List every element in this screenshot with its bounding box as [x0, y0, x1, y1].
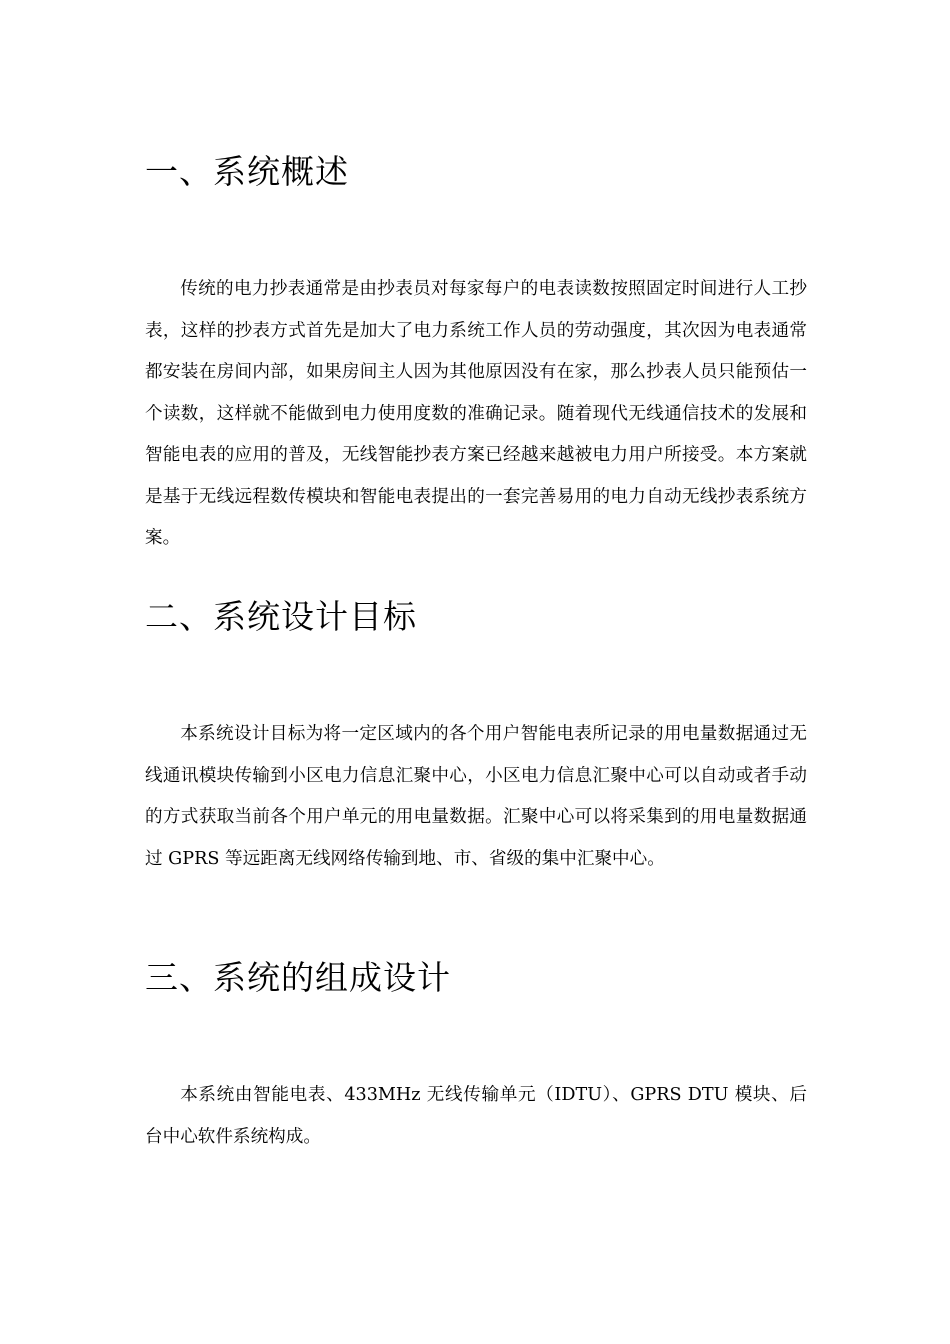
section-paragraph-composition: 本系统由智能电表、433MHz 无线传输单元（IDTU）、GPRS DTU 模块、后台中心软件系统构成。 [145, 1085, 807, 1147]
section-heading-overview: 一、系统概述 [145, 152, 349, 191]
section-paragraph-design-goals: 本系统设计目标为将一定区域内的各个用户智能电表所记录的用电量数据通过无线通讯模块传输到小区电力信息汇聚中心，小区电力信息汇聚中心可以自动或者手动的方式获取当前各个用户单元的用电量数据。汇聚中心可以将采集到的用电量数据通过 GPRS 等远距离无线网络传输到地、市、省级的集中汇聚中心。 [145, 724, 807, 869]
section-heading-composition: 三、系统的组成设计 [145, 958, 451, 997]
section-paragraph-overview: 传统的电力抄表通常是由抄表员对每家每户的电表读数按照固定时间进行人工抄表，这样的抄表方式首先是加大了电力系统工作人员的劳动强度，其次因为电表通常都安装在房间内部，如果房间主人因为其他原因没有在家，那么抄表人员只能预估一个读数，这样就不能做到电力使用度数的准确记录。随着现代无线通信技术的发展和智能电表的应用的普及，无线智能抄表方案已经越来越被电力用户所接受。本方案就是基于无线远程数传模块和智能电表提出的一套完善易用的电力自动无线抄表系统方案。 [145, 279, 807, 548]
section-heading-design-goals: 二、系统设计目标 [145, 597, 417, 636]
